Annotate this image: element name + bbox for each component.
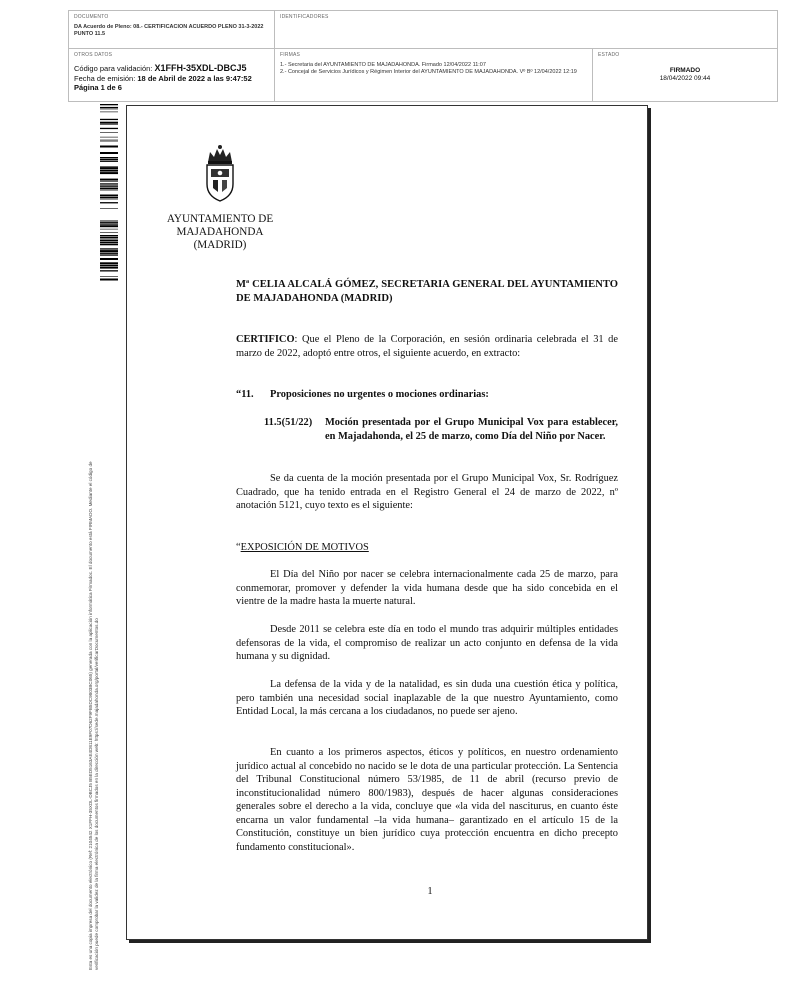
- identificadores-label: IDENTIFICADORES: [280, 14, 329, 20]
- identificadores-cell: [275, 11, 777, 49]
- certifico-text: : Que el Pleno de la Corporación, en sesión ordinaria celebrada el 31 de marzo de 2022, adoptó entre otros, el siguiente acuerdo, en extracto:: [236, 334, 618, 359]
- estado-block: [593, 67, 777, 83]
- otros-datos-cell: [69, 49, 275, 101]
- barcode-icon: [100, 104, 118, 282]
- paragraph-3: La defensa de la vida y de la natalidad, es sin duda una cuestión ética y política, pero también una necesidad social inaplazable de la que nuestro Ayuntamiento, como Entidad Local, la más cercana a los ciudadanos, no puede ser ajeno.: [236, 679, 618, 717]
- cuenta-paragraph: Se da cuenta de la moción presentada por el Grupo Municipal Vox, Sr. Rodríguez Cuadrado, que ha tenido entrada en el Registro General el 24 de marzo de 2022, nº anotación 5121, cuyo texto es el siguiente:: [236, 473, 618, 511]
- ayuntamiento-name: [157, 213, 283, 252]
- exposicion-quote: “: [236, 542, 241, 553]
- side-note-line-1: Esta es una copia impresa del documento electrónico (Ref: 2104542 X1FFH-35XDL-DBCJ5 B5ED5163AE4D811E9F07D62F9FB5DC9803BC065) generada con la aplicación informática Firmadoc. El documento está FIRMADO. Mediante el código de: [88, 461, 93, 970]
- estado-fecha: 18/04/2022 09:44: [659, 75, 711, 82]
- codigo-label: Código para validación:: [74, 64, 153, 73]
- documento-cell: [69, 11, 275, 49]
- certifico-paragraph: [236, 333, 618, 360]
- coat-of-arms-icon: [202, 144, 238, 202]
- paragraph-2: Desde 2011 se celebra este día en todo el mundo tras adquirir múltiples entidades defensoras de la vida, el compromiso de realizar un acto conjunto en defensa de la vida humana y su dignidad.: [236, 624, 618, 662]
- firmas-label: FIRMAS: [280, 52, 301, 58]
- item-11-5-number: 11.5(51/22): [264, 417, 313, 428]
- page-number: 1: [427, 886, 433, 897]
- fecha-emision-value: 18 de Abril de 2022 a las 9:47:52: [137, 73, 252, 83]
- ayuntamiento-line-3: (MADRID): [193, 239, 247, 251]
- otros-datos-label: OTROS DATOS: [74, 52, 113, 58]
- item-11-heading: [236, 388, 618, 402]
- documento-text: DA Acuerdo de Pleno: 08.- CERTIFICACION ACUERDO PLENO 31-3-2022 PUNTO 11.5: [74, 24, 264, 37]
- exposicion-heading: [236, 541, 618, 555]
- documento-label: DOCUMENTO: [74, 14, 109, 20]
- estado-label: ESTADO: [598, 52, 620, 58]
- firmas-cell: [275, 49, 593, 101]
- certifico-label: CERTIFICO: [236, 334, 295, 345]
- item-11-5: [264, 416, 618, 443]
- paragraph-1: El Día del Niño por nacer se celebra internacionalmente cada 25 de marzo, para conmemorar, promover y defender la vida humana desde que ha sido concebida en el vientre de la madre hasta la muerte natural.: [236, 569, 618, 607]
- item-11-title: Proposiciones no urgentes o mociones ordinarias:: [270, 389, 489, 400]
- side-note-line-2: verificación puede comprobar la validez de la firma electrónica de los documentos firmados en la dirección web: https://sede.majadahonda.org/portal/verificarDocumentos.do: [94, 618, 99, 970]
- verification-side-note: [88, 310, 100, 970]
- validation-block: [74, 64, 274, 93]
- firma-2: 2.- Concejal de Servicios Jurídicos y Régimen Interior del AYUNTAMIENTO DE MAJADAHONDA. Vº Bº 12/04/2022 12:19: [280, 69, 577, 75]
- fecha-emision-label: Fecha de emisión:: [74, 73, 136, 83]
- ayuntamiento-line-2: MAJADAHONDA: [176, 226, 264, 238]
- item-11-number: “11.: [236, 389, 254, 400]
- document-heading: Mª CELIA ALCALÁ GÓMEZ, SECRETARIA GENERAL DEL AYUNTAMIENTO DE MAJADAHONDA (MADRID): [236, 279, 618, 304]
- paragraph-4: En cuanto a los primeros aspectos, éticos y políticos, en nuestro ordenamiento jurídico actual al concebido no nacido se le dota de una particular protección. La Sentencia del Tribunal Constitucional número 53/1985, de 11 de abril (recurso previo de inconstitucionalidad número 800/1983), después de hacer algunas consideraciones generales sobre el derecho a la vida, concluye que «la vida del nasciturus, en cuanto éste encarna un valor fundamental –la vida humana– garantizado en el artículo 15 de la Constitución, constituye un bien jurídico cuya protección encuentra en dicho precepto fundamento constitucional».: [236, 747, 618, 853]
- firmas-list: [280, 62, 588, 76]
- ayuntamiento-line-1: AYUNTAMIENTO DE: [166, 213, 274, 225]
- item-11-5-title: Moción presentada por el Grupo Municipal Vox para establecer, en Majadahonda, el 25 de marzo, como Día del Niño por Nacer.: [325, 417, 618, 442]
- codigo-value[interactable]: X1FFH-35XDL-DBCJ5: [154, 63, 247, 73]
- exposicion-title: EXPOSICIÓN DE MOTIVOS: [240, 542, 369, 553]
- firma-1: 1.- Secretaria del AYUNTAMIENTO DE MAJADAHONDA. Firmado 12/04/2022 11:07: [280, 62, 486, 68]
- document-header-table: [68, 10, 778, 102]
- pagina-indicator: Página 1 de 6: [74, 83, 122, 92]
- estado-value: FIRMADO: [669, 67, 701, 74]
- estado-cell: [593, 49, 777, 101]
